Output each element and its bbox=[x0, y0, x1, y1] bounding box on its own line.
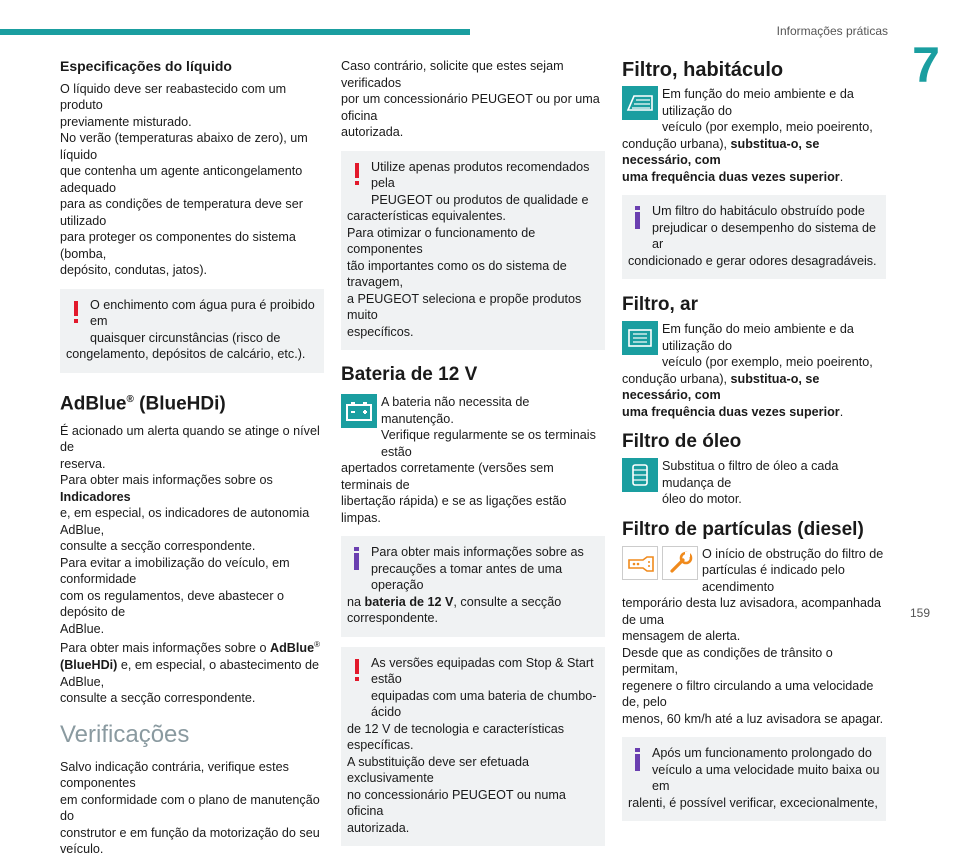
cabin-filter-text-top bbox=[662, 86, 886, 136]
column-3 bbox=[622, 58, 886, 831]
text-line: óleo do motor. bbox=[662, 492, 742, 506]
text-line: depósito, condutas, jatos). bbox=[60, 263, 208, 277]
text-line: uma frequência duas vezes superior. bbox=[622, 169, 844, 184]
battery-icon bbox=[341, 394, 377, 428]
info-icon bbox=[628, 203, 650, 233]
text-line: É acionado um alerta quando se atinge o nível de bbox=[60, 423, 320, 455]
text-line: partículas é indicado pelo acendimento bbox=[702, 563, 845, 594]
text-line: Em função do meio ambiente e da utilização do bbox=[662, 87, 854, 118]
battery-row bbox=[341, 394, 605, 460]
text-line: No verão (temperaturas abaixo de zero), um líquido bbox=[60, 131, 308, 162]
text-line: quaisquer circunstâncias (risco de bbox=[90, 330, 281, 345]
adblue-title: AdBlue® (BlueHDi) bbox=[60, 392, 226, 414]
text-line: apertados corretamente (versões sem terminais de bbox=[341, 461, 554, 492]
text-line: condução urbana), substitua-o, se necessário, com bbox=[622, 371, 820, 402]
text-line: O início de obstrução do filtro de bbox=[702, 546, 884, 561]
oil-filter-title: Filtro de óleo bbox=[622, 431, 742, 452]
text-line: Para evitar a imobilização do veículo, em conformidade bbox=[60, 555, 290, 587]
text-line: equipadas com uma bateria de chumbo-ácido bbox=[371, 688, 597, 719]
column-2 bbox=[341, 58, 605, 856]
battery-title: Bateria de 12 V bbox=[341, 364, 478, 385]
text-line: específicos. bbox=[347, 324, 414, 339]
battery-text-top bbox=[381, 394, 605, 460]
text-line: menos, 60 km/h até a luz avisadora se apagar. bbox=[622, 711, 884, 726]
info-icon bbox=[347, 544, 369, 574]
verif-title: Verificações bbox=[60, 720, 190, 748]
text-line: consulte a secção correspondente. bbox=[60, 691, 256, 706]
text-line: mensagem de alerta. bbox=[622, 629, 741, 643]
text-line: O enchimento com água pura é proibido em bbox=[90, 297, 315, 328]
verif-text bbox=[60, 759, 324, 858]
text-line: libertação rápida) e se as ligações estão limpas. bbox=[341, 494, 567, 525]
text-line: precauções a tomar antes de uma operação bbox=[371, 561, 563, 592]
text-line: consulte a secção correspondente. bbox=[60, 539, 256, 554]
text-line: correspondente. bbox=[347, 611, 439, 625]
page-number: 159 bbox=[909, 606, 930, 620]
text-line: em conformidade com o plano de manutenção do bbox=[60, 792, 320, 824]
warning-box bbox=[341, 647, 605, 847]
text-line: autorizada. bbox=[347, 820, 410, 835]
particle-filter-icon bbox=[622, 546, 658, 580]
text-line: características equivalentes. bbox=[347, 209, 506, 223]
intro-text bbox=[341, 58, 605, 141]
warning-icon bbox=[66, 297, 88, 327]
text-line: Um filtro do habitáculo obstruído pode bbox=[652, 204, 865, 218]
text-line: PEUGEOT ou produtos de qualidade e bbox=[371, 192, 589, 207]
text-line: Caso contrário, solicite que estes sejam verificados bbox=[341, 59, 564, 90]
oil-filter-icon bbox=[622, 458, 658, 492]
text-line: As versões equipadas com Stop & Start estão bbox=[371, 655, 594, 686]
oil-filter-text bbox=[662, 458, 886, 508]
text-line: com os regulamentos, deve abastecer o depósito de bbox=[60, 588, 285, 620]
cabin-filter-icon bbox=[622, 86, 658, 120]
text-line: para as condições de temperatura deve ser utilizado bbox=[60, 197, 303, 228]
text-line: veículo (por exemplo, meio poeirento, bbox=[662, 120, 873, 134]
dpf-title: Filtro de partículas (diesel) bbox=[622, 518, 864, 540]
text-line: Desde que as condições de trânsito o permitam, bbox=[622, 645, 833, 676]
spec-text bbox=[60, 81, 324, 279]
section-name: Informações práticas bbox=[776, 24, 888, 38]
oil-filter-row bbox=[622, 458, 886, 508]
spec-title: Especificações do líquido bbox=[60, 58, 232, 74]
dpf-text-top bbox=[702, 546, 886, 596]
text-line: O líquido deve ser reabastecido com um produto bbox=[60, 81, 287, 112]
text-line: tão importantes como os do sistema de travagem, bbox=[347, 258, 567, 289]
text-line: condicionado e gerar odores desagradáveis. bbox=[628, 253, 877, 268]
air-filter-text-top bbox=[662, 321, 886, 371]
text-line: A substituição deve ser efetuada exclusivamente bbox=[347, 754, 530, 785]
dpf-row bbox=[622, 546, 886, 596]
text-line: previamente misturado. bbox=[60, 114, 192, 129]
warning-box bbox=[60, 289, 324, 373]
cabin-filter-title: Filtro, habitáculo bbox=[622, 59, 784, 81]
text-line: no concessionário PEUGEOT ou numa oficina bbox=[347, 787, 566, 818]
text-line: que contenha um agente anticongelamento adequado bbox=[60, 164, 303, 195]
info-box bbox=[622, 737, 886, 821]
warning-box bbox=[341, 151, 605, 351]
text-line: regenere o filtro circulando a uma velocidade de, pelo bbox=[622, 678, 874, 709]
text-line: congelamento, depósitos de calcário, etc.). bbox=[66, 347, 306, 361]
info-icon bbox=[628, 745, 650, 775]
text-line: uma frequência duas vezes superior. bbox=[622, 404, 844, 419]
cabin-filter-row bbox=[622, 86, 886, 136]
text-line: Verifique regularmente se os terminais estão bbox=[381, 428, 596, 459]
text-line: reserva. bbox=[60, 456, 106, 471]
text-line: Para otimizar o funcionamento de componentes bbox=[347, 225, 536, 256]
column-1 bbox=[60, 58, 324, 858]
text-line: (BlueHDi) e, em especial, o abastecimento de AdBlue, bbox=[60, 658, 319, 689]
text-line: Para obter mais informações sobre os Indicadores bbox=[60, 473, 273, 504]
text-line: autorizada. bbox=[341, 125, 404, 139]
text-line: Após um funcionamento prolongado do bbox=[652, 746, 872, 760]
warning-icon bbox=[347, 655, 369, 685]
text-line: veículo (por exemplo, meio poeirento, bbox=[662, 355, 873, 369]
text-line: de 12 V de tecnologia e características específicas. bbox=[347, 721, 565, 752]
text-line: e, em especial, os indicadores de autonomia AdBlue, bbox=[60, 506, 310, 537]
text-line: na bateria de 12 V, consulte a secção bbox=[347, 594, 562, 609]
info-box bbox=[341, 536, 605, 637]
text-line: AdBlue. bbox=[60, 621, 105, 636]
wrench-icon bbox=[662, 546, 698, 580]
text-line: Utilize apenas produtos recomendados pela bbox=[371, 159, 590, 190]
text-line: temporário desta luz avisadora, acompanhada de uma bbox=[622, 596, 882, 627]
warning-icon bbox=[347, 159, 369, 189]
text-line: ralenti, é possível verificar, excecionalmente, bbox=[628, 795, 878, 810]
adblue-text bbox=[60, 423, 324, 707]
text-line: A bateria não necessita de manutenção. bbox=[381, 395, 530, 426]
air-filter-title: Filtro, ar bbox=[622, 294, 699, 315]
text-line: construtor e em função da motorização do seu veículo. bbox=[60, 825, 320, 857]
text-line: para proteger os componentes do sistema (bomba, bbox=[60, 230, 296, 261]
air-filter-row bbox=[622, 321, 886, 371]
info-box bbox=[622, 195, 886, 279]
text-line: condução urbana), substitua-o, se necessário, com bbox=[622, 136, 820, 167]
text-line: veículo a uma velocidade muito baixa ou em bbox=[652, 762, 880, 793]
text-line: Para obter mais informações sobre o AdBlue® bbox=[60, 640, 320, 656]
text-line: a PEUGEOT seleciona e propõe produtos muito bbox=[347, 291, 582, 322]
text-line: por um concessionário PEUGEOT ou por uma oficina bbox=[341, 92, 600, 123]
air-filter-icon bbox=[622, 321, 658, 355]
header-accent-bar bbox=[0, 29, 470, 35]
chapter-number: 7 bbox=[912, 37, 940, 93]
text-line: prejudicar o desempenho do sistema de ar bbox=[652, 220, 877, 251]
text-line: Em função do meio ambiente e da utilização do bbox=[662, 322, 854, 353]
text-line: Substitua o filtro de óleo a cada mudança de bbox=[662, 459, 839, 490]
text-line: Para obter mais informações sobre as bbox=[371, 545, 584, 559]
text-line: Salvo indicação contrária, verifique estes componentes bbox=[60, 759, 289, 791]
